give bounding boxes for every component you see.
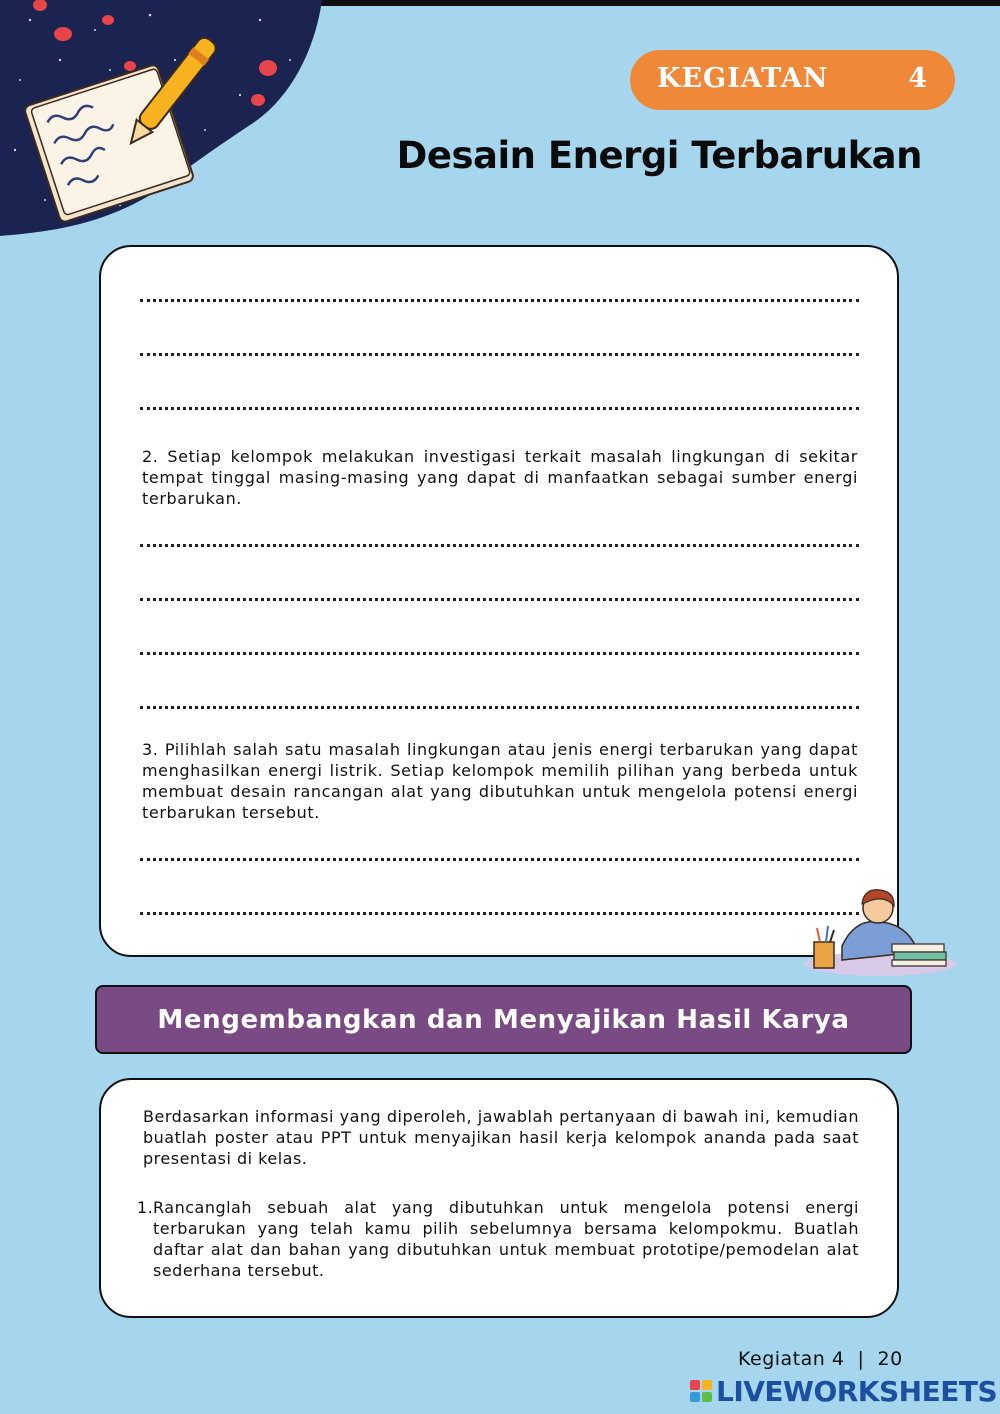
answer-line[interactable] xyxy=(140,353,859,356)
section-banner: Mengembangkan dan Menyajikan Hasil Karya xyxy=(95,985,912,1054)
answer-line[interactable] xyxy=(140,706,859,709)
page-number: Kegiatan 4 | 20 xyxy=(738,1348,903,1370)
question-3: 3. Pilihlah salah satu masalah lingkungan atau jenis energi terbarukan yang dapat menghasilkan energi listrik. Setiap kelompok memilih pilihan yang berbeda untuk membuat desain rancangan alat yang dibutuhkan untuk mengelola potensi energi terbarukan tersebut. xyxy=(142,740,858,822)
liveworksheets-logo[interactable] xyxy=(690,1374,997,1408)
badge-label: KEGIATAN xyxy=(657,63,829,94)
instruction-intro: Berdasarkan informasi yang diperoleh, jawablah pertanyaan di bawah ini, kemudian buatlah poster atau PPT untuk menyajikan hasil kerja kelompok ananda pada saat presentasi di kelas. xyxy=(143,1107,859,1168)
page-title: Desain Energi Terbarukan xyxy=(396,134,922,177)
instruction-item-1 xyxy=(137,1197,859,1281)
answer-line[interactable] xyxy=(140,858,859,861)
answer-line[interactable] xyxy=(140,652,859,655)
item-number: 1. xyxy=(137,1198,154,1217)
answer-box xyxy=(99,245,899,957)
answer-line[interactable] xyxy=(140,299,859,302)
answer-line[interactable] xyxy=(140,544,859,547)
student-illustration xyxy=(800,880,960,980)
answer-line[interactable] xyxy=(140,598,859,601)
answer-line[interactable] xyxy=(140,912,859,915)
badge-number: 4 xyxy=(908,63,928,94)
notebook-pen-illustration xyxy=(0,0,330,240)
answer-line[interactable] xyxy=(140,407,859,410)
question-2: 2. Setiap kelompok melakukan investigasi terkait masalah lingkungan di sekitar tempat tinggal masing-masing yang dapat di manfaatkan sebagai sumber energi terbarukan. xyxy=(142,447,858,508)
brand-text: LIVEWORKSHEETS xyxy=(716,1374,998,1408)
activity-badge xyxy=(630,50,955,110)
liveworksheets-icon xyxy=(690,1380,712,1402)
item-text: Rancanglah sebuah alat yang dibutuhkan untuk mengelola potensi energi terbarukan yang telah kamu pilih sebelumnya bersama kelompokmu. Buatlah daftar alat dan bahan yang dibutuhkan untuk membuat prototipe/pemodelan alat sederhana tersebut. xyxy=(153,1198,859,1280)
